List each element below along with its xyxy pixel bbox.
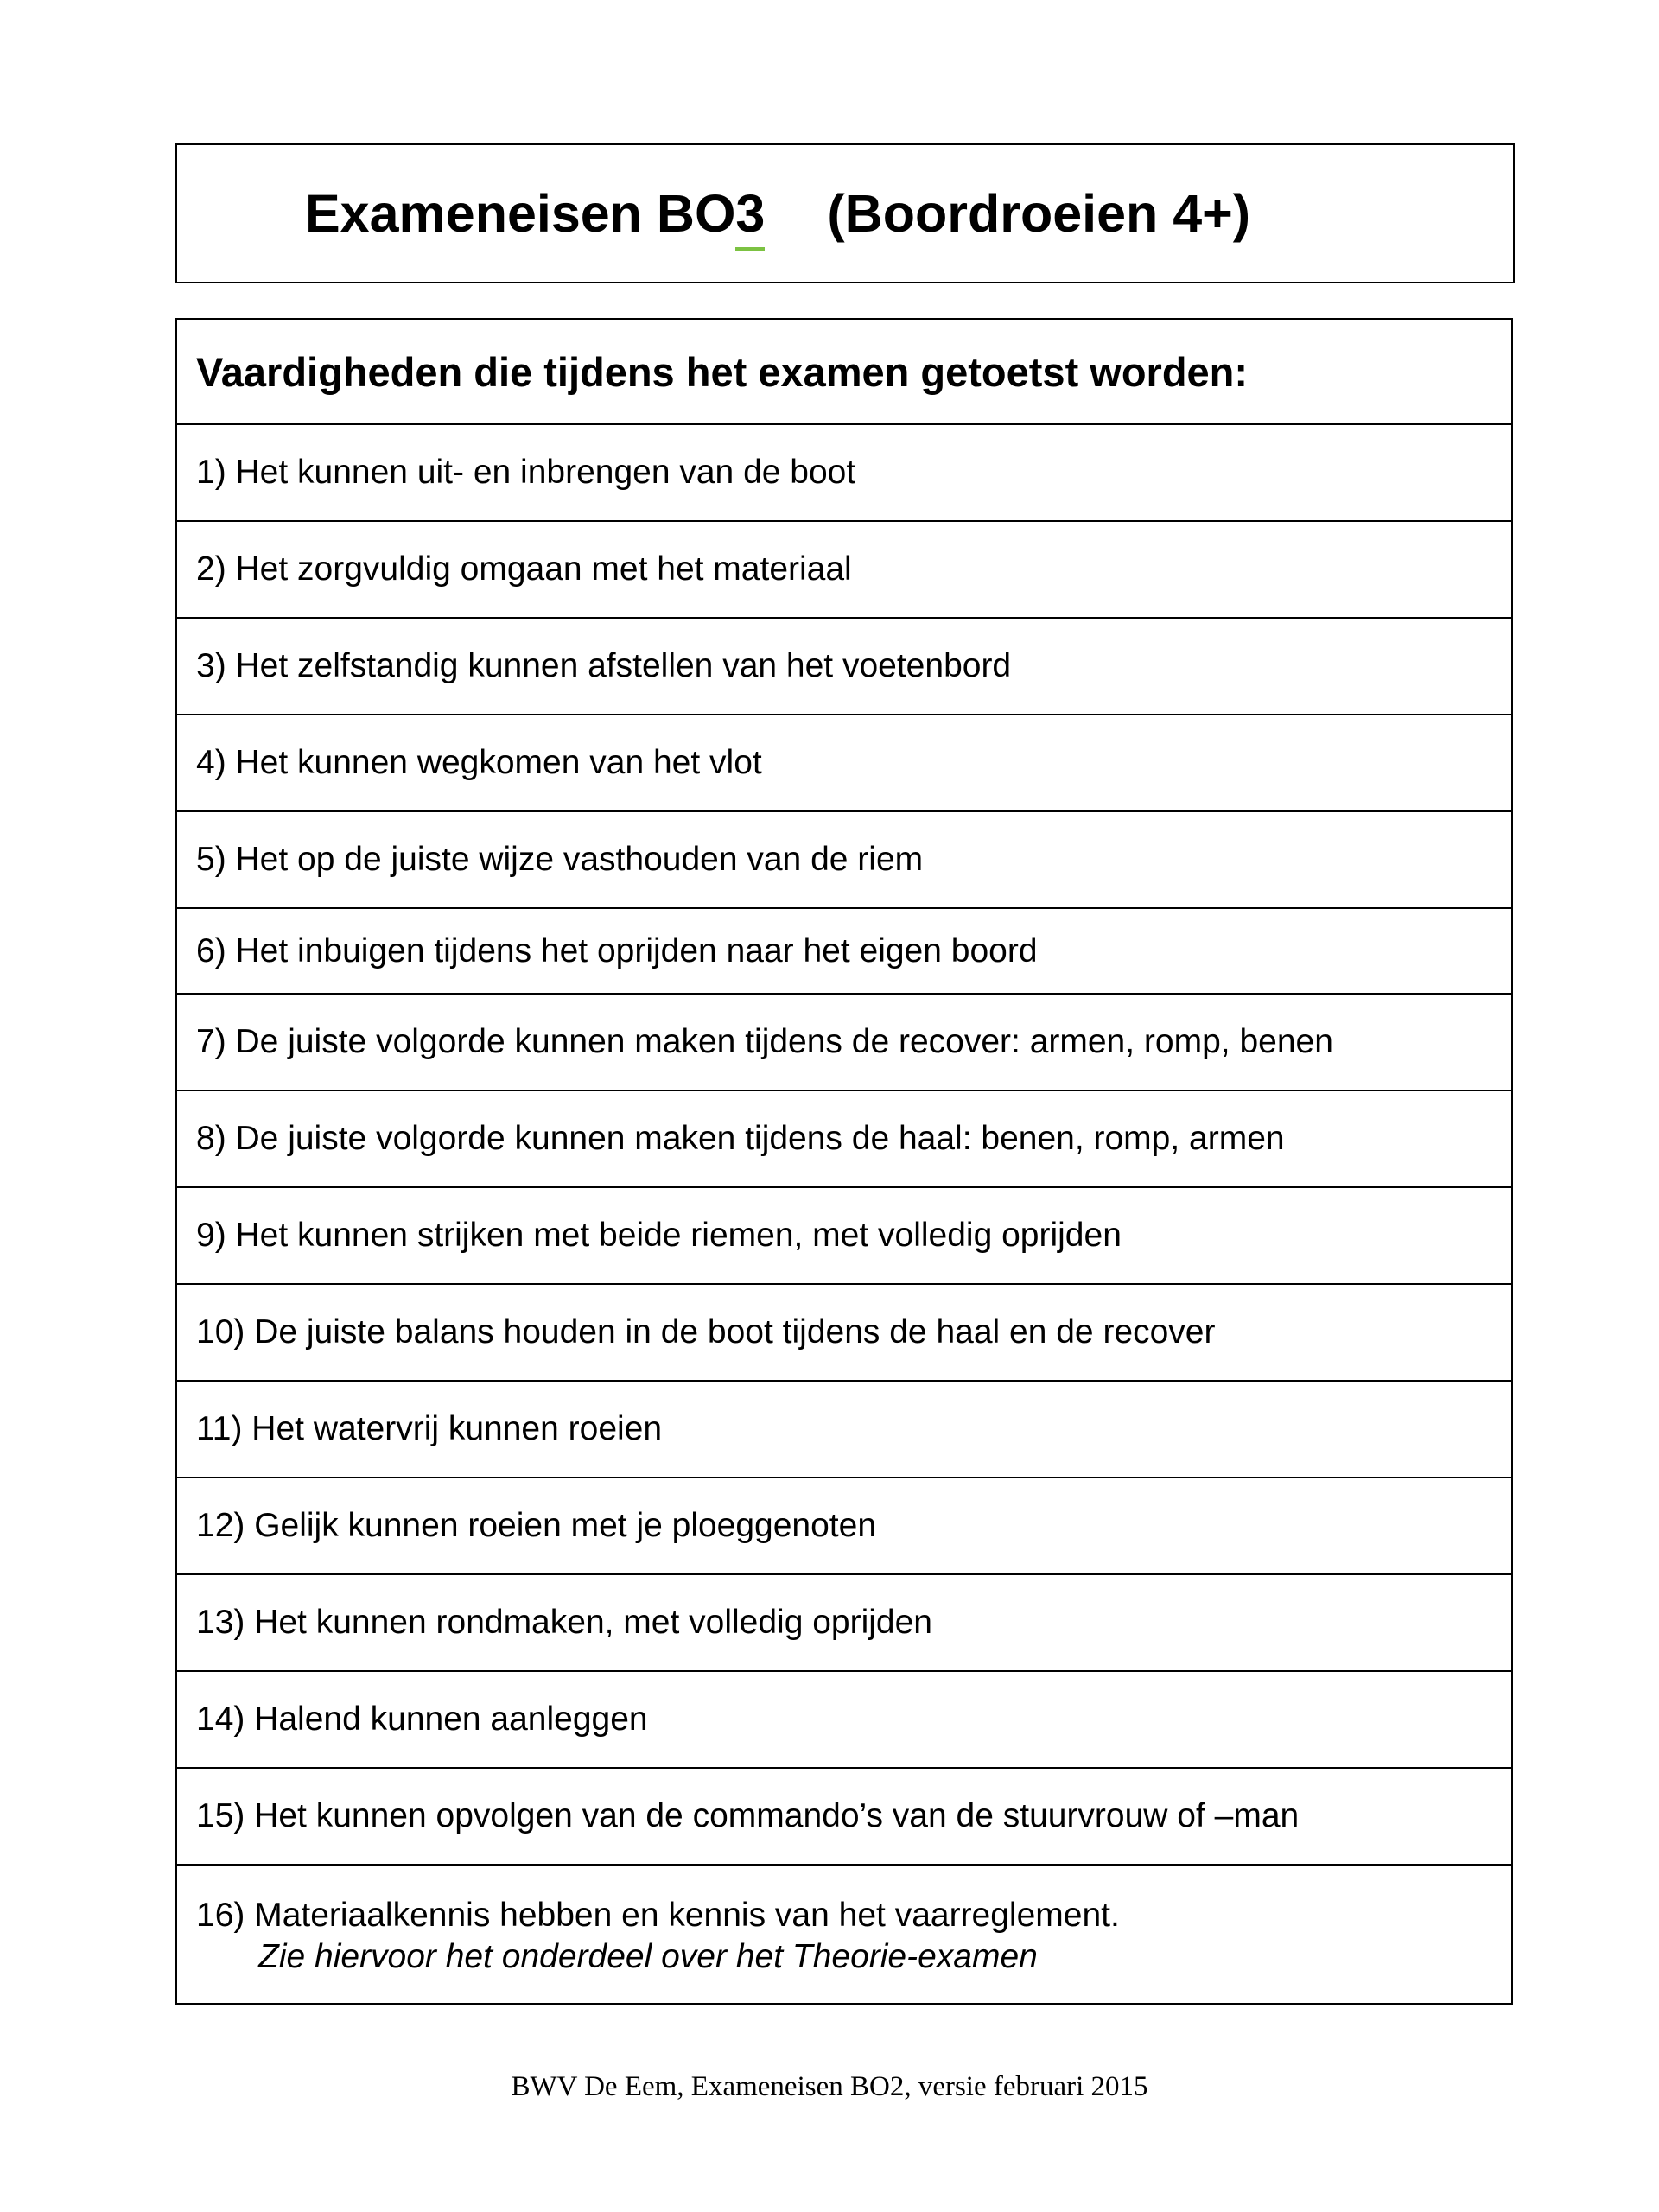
requirement-item: 8) De juiste volgorde kunnen maken tijdens de haal: benen, romp, armen <box>176 1090 1512 1187</box>
requirement-item: 4) Het kunnen wegkomen van het vlot <box>176 715 1512 811</box>
table-row <box>176 1671 1512 1768</box>
table-heading: Vaardigheden die tijdens het examen getoetst worden: <box>176 319 1512 424</box>
table-row <box>176 1478 1512 1574</box>
page-footer: BWV De Eem, Exameneisen BO2, versie februari 2015 <box>511 2071 1148 2102</box>
requirement-item: 7) De juiste volgorde kunnen maken tijdens de recover: armen, romp, benen <box>176 994 1512 1090</box>
requirement-item: 9) Het kunnen strijken met beide riemen, met volledig oprijden <box>176 1187 1512 1284</box>
title-main: Exameneisen BO <box>305 184 736 243</box>
table-row <box>176 1381 1512 1478</box>
requirement-item: 13) Het kunnen rondmaken, met volledig oprijden <box>176 1574 1512 1671</box>
title-subtitle: (Boordroeien 4+) <box>827 184 1251 243</box>
spellcheck-squiggle <box>735 247 765 251</box>
requirement-item: 3) Het zelfstandig kunnen afstellen van het voetenbord <box>176 618 1512 715</box>
requirement-item: 12) Gelijk kunnen roeien met je ploeggenoten <box>176 1478 1512 1574</box>
table-row <box>176 715 1512 811</box>
requirement-item: 16) Materiaalkennis hebben en kennis van het vaarreglement. <box>196 1896 1120 1934</box>
table-row <box>176 521 1512 618</box>
table-row <box>176 1187 1512 1284</box>
requirement-item: 2) Het zorgvuldig omgaan met het materiaal <box>176 521 1512 618</box>
requirement-item: 11) Het watervrij kunnen roeien <box>176 1381 1512 1478</box>
requirement-item: 5) Het op de juiste wijze vasthouden van de riem <box>176 811 1512 908</box>
requirement-item-cell <box>176 1865 1512 2004</box>
table-row <box>176 1768 1512 1865</box>
title-code-text: 3 <box>735 184 766 243</box>
table-header-row <box>176 319 1512 424</box>
requirement-item: 15) Het kunnen opvolgen van de commando’s van de stuurvrouw of –man <box>176 1768 1512 1865</box>
table-row <box>176 618 1512 715</box>
requirement-item: 1) Het kunnen uit- en inbrengen van de boot <box>176 424 1512 521</box>
table-row <box>176 1284 1512 1381</box>
title-box <box>175 143 1515 283</box>
table-row <box>176 1090 1512 1187</box>
table-row <box>176 811 1512 908</box>
table-row <box>176 424 1512 521</box>
requirement-note: Zie hiervoor het onderdeel over het Theorie-examen <box>258 1937 1038 1975</box>
title-code <box>735 183 765 244</box>
requirements-table <box>175 318 1513 2005</box>
table-row <box>176 1574 1512 1671</box>
requirement-item: 10) De juiste balans houden in de boot tijdens de haal en de recover <box>176 1284 1512 1381</box>
page-title <box>305 183 1250 244</box>
table-row <box>176 908 1512 994</box>
table-row <box>176 994 1512 1090</box>
requirement-item: 6) Het inbuigen tijdens het oprijden naar het eigen boord <box>176 908 1512 994</box>
table-row <box>176 1865 1512 2004</box>
requirement-item: 14) Halend kunnen aanleggen <box>176 1671 1512 1768</box>
